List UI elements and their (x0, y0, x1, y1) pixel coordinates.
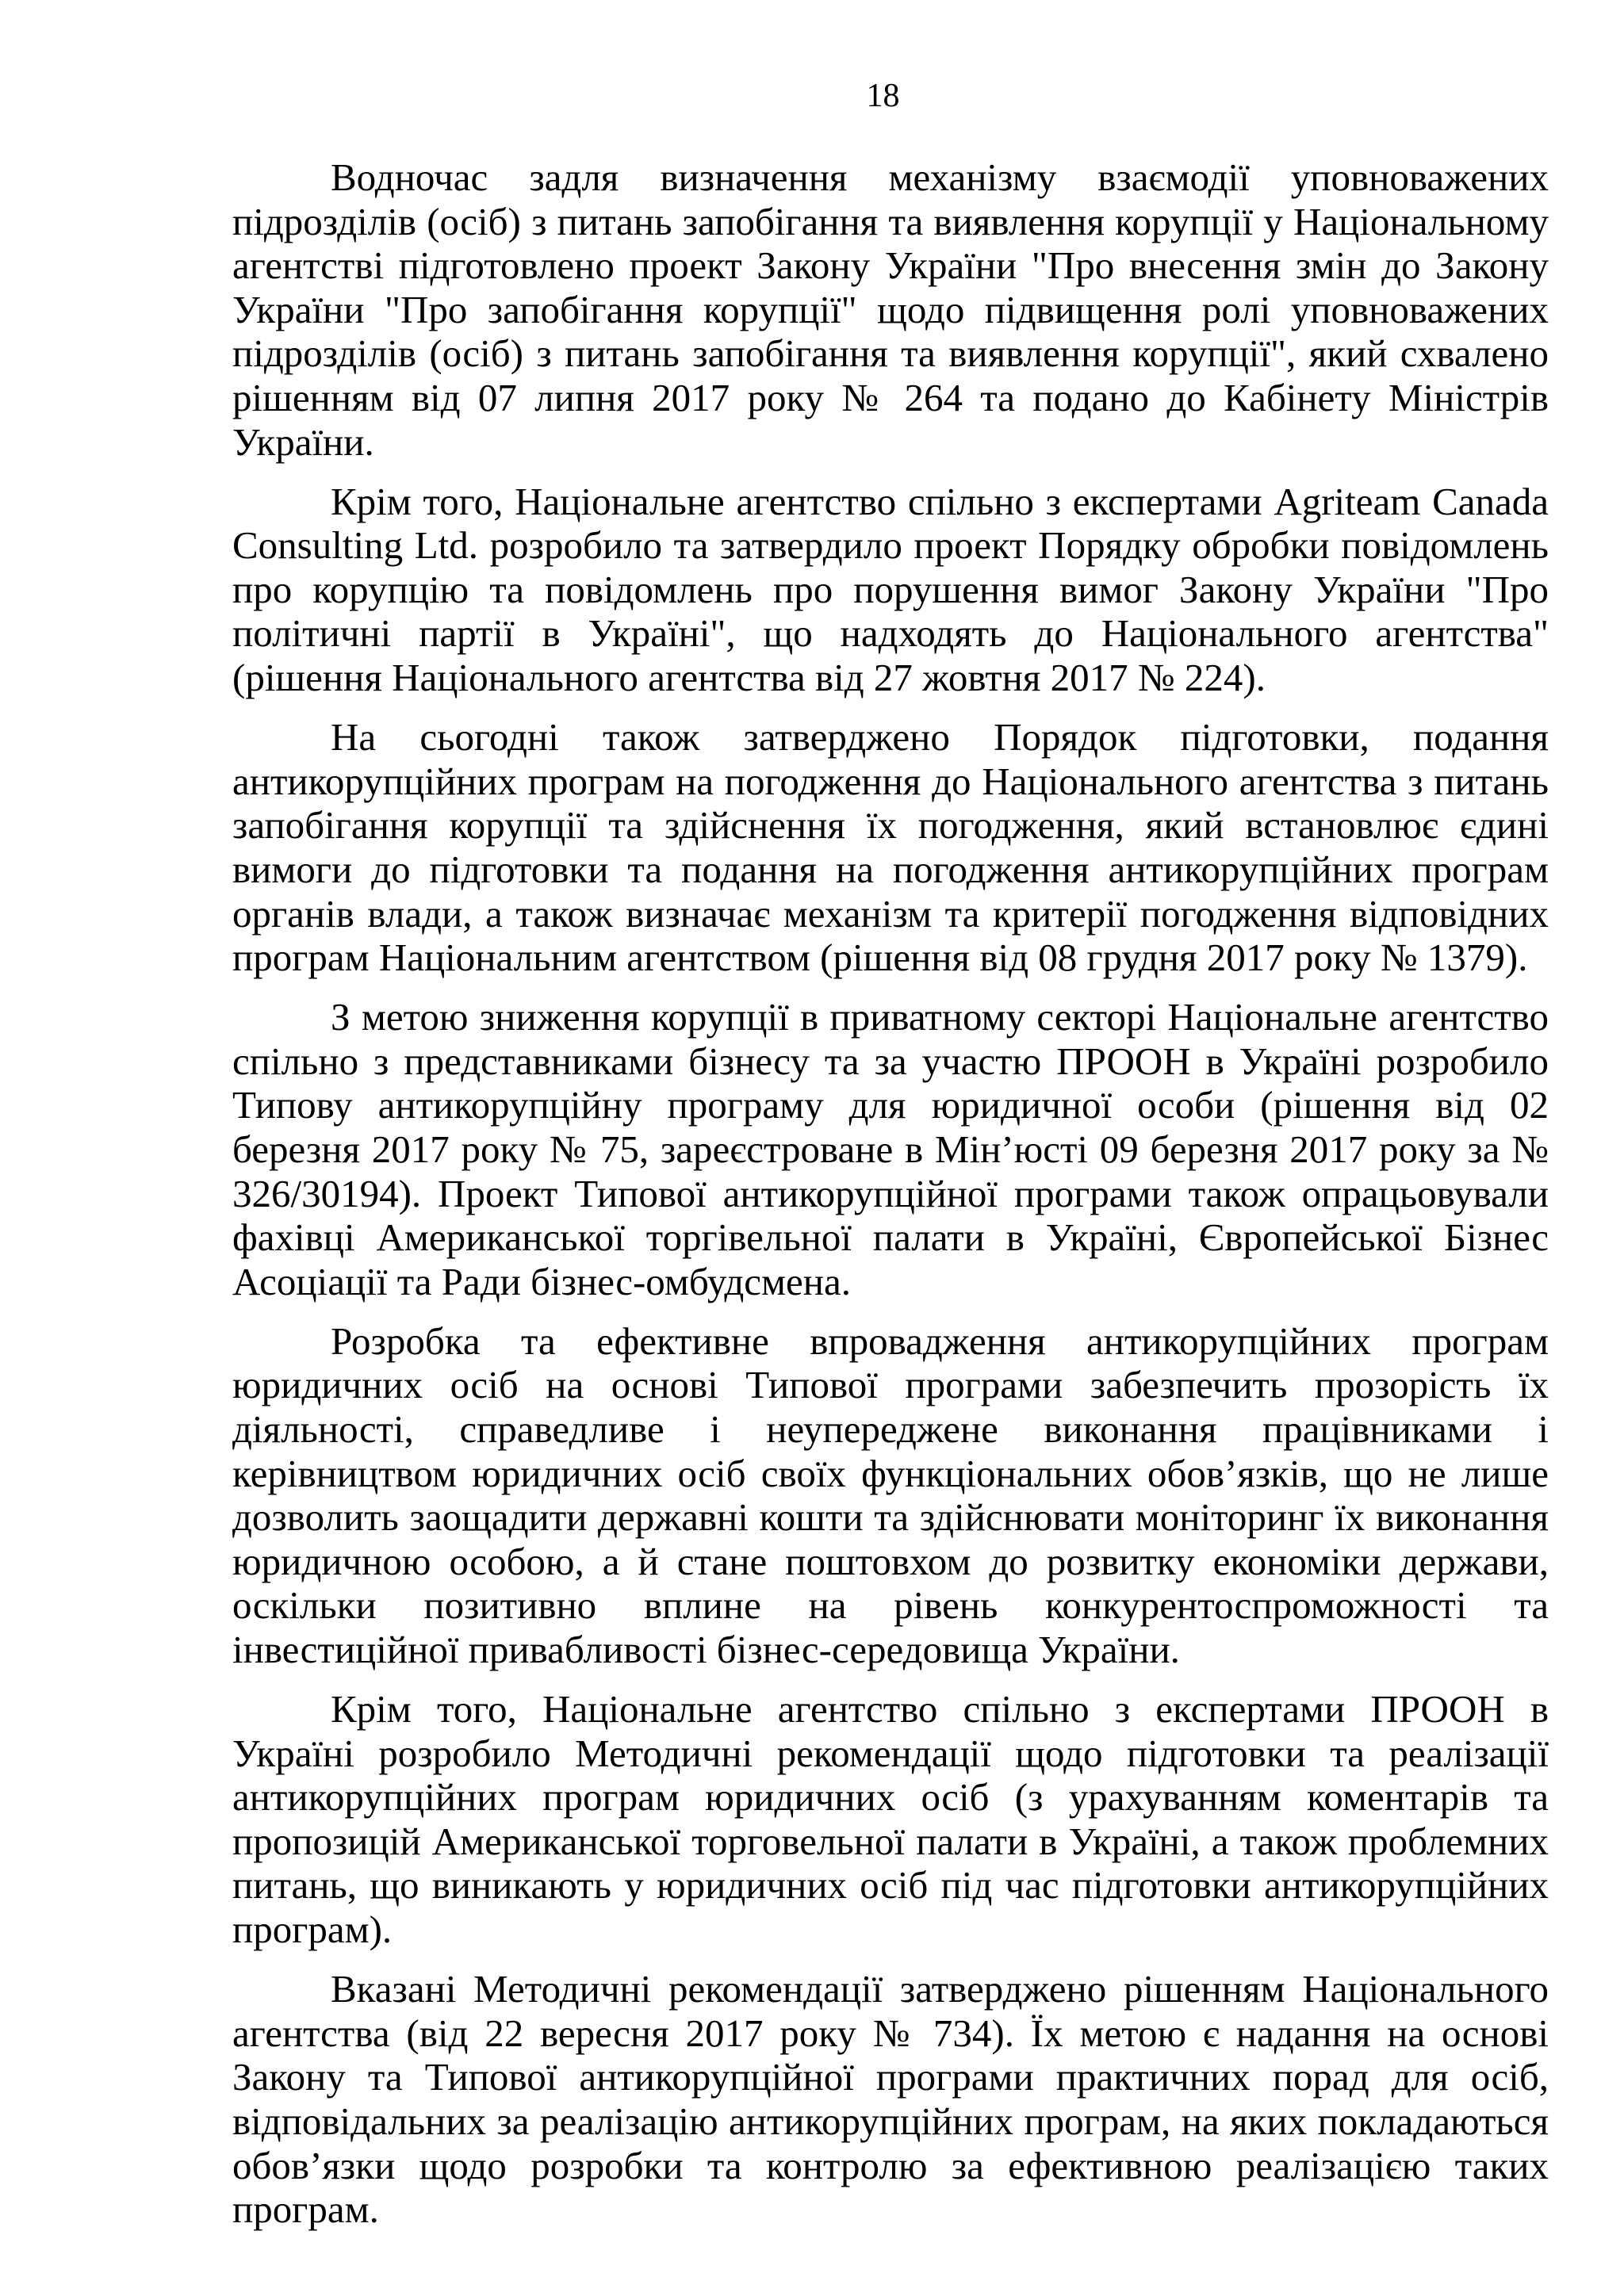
page-number: 18 (866, 78, 900, 114)
paragraph-1: Водночас задля визначення механізму взаємодії уповноважених підрозділів (осіб) з питань запобігання та виявлення корупції у Національному агентстві підготовлено проект Закону України "Про внесення змін до Закону України "Про запобігання корупції" щодо підвищення ролі уповноважених підрозділів (осіб) з питань запобігання та виявлення корупції", який схвалено рішенням від 07 липня 2017 року № 264 та подано до Кабінету Міністрів України. (232, 155, 1549, 464)
paragraph-5: Розробка та ефективне впровадження антикорупційних програм юридичних осіб на основі Типової програми забезпечить прозорість їх діяльності, справедливе і неупереджене виконання працівниками і керівництвом юридичних осіб своїх функціональних обов’язків, що не лише дозволить заощадити державні кошти та здійснювати моніторинг їх виконання юридичною особою, а й стане поштовхом до розвитку економіки держави, оскільки позитивно вплине на рівень конкурентоспроможності та інвестиційної привабливості бізнес-середовища України. (232, 1318, 1549, 1671)
paragraph-4: З метою зниження корупції в приватному секторі Національне агентство спільно з представниками бізнесу та за участю ПРООН в Україні розробило Типову антикорупційну програму для юридичної особи (рішення від 02 березня 2017 року № 75, зареєстроване в Мін’юсті 09 березня 2017 року за № 326/30194). Проект Типової антикорупційної програми також опрацьовували фахівці Американської торгівельної палати в Україні, Європейської Бізнес Асоціації та Ради бізнес-омбудсмена. (232, 995, 1549, 1303)
paragraph-3: На сьогодні також затверджено Порядок підготовки, подання антикорупційних програм на погодження до Національного агентства з питань запобігання корупції та здійснення їх погодження, який встановлює єдині вимоги до підготовки та подання на погодження антикорупційних програм органів влади, а також визначає механізм та критерії погодження відповідних програм Національним агентством (рішення від 08 грудня 2017 року № 1379). (232, 715, 1549, 980)
document-body (232, 155, 1549, 2247)
paragraph-6: Крім того, Національне агентство спільно з експертами ПРООН в Україні розробило Методичні рекомендації щодо підготовки та реалізації антикорупційних програм юридичних осіб (з урахуванням коментарів та пропозицій Американської торговельної палати в Україні, а також проблемних питань, що виникають у юридичних осіб під час підготовки антикорупційних програм). (232, 1687, 1549, 1952)
paragraph-7: Вказані Методичні рекомендації затверджено рішенням Національного агентства (від 22 вересня 2017 року № 734). Їх метою є надання на основі Закону та Типової антикорупційної програми практичних порад для осіб, відповідальних за реалізацію антикорупційних програм, на яких покладаються обов’язки щодо розробки та контролю за ефективною реалізацією таких програм. (232, 1967, 1549, 2232)
paragraph-2: Крім того, Національне агентство спільно з експертами Agriteam Canada Consulting Ltd. розробило та затвердило проект Порядку обробки повідомлень про корупцію та повідомлень про порушення вимог Закону України "Про політичні партії в Україні", що надходять до Національного агентства" (рішення Національного агентства від 27 жовтня 2017 № 224). (232, 479, 1549, 700)
